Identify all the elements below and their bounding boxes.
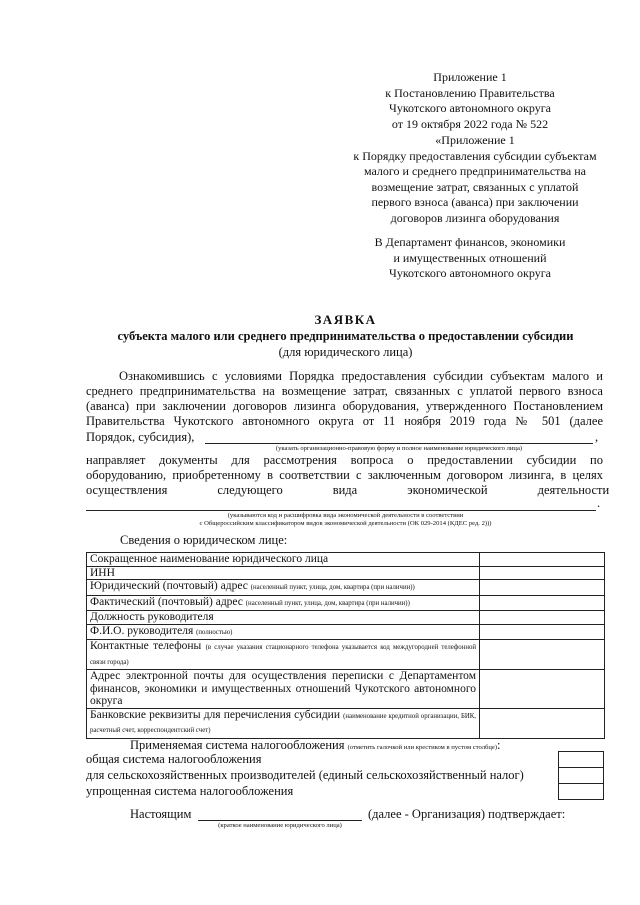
row-hint: (населенный пункт, улица, дом, квартира (при наличии)) [250, 584, 415, 591]
nested-appendix-line: малого и среднего предпринимательства на [363, 164, 587, 178]
document-subtitle-note: (для юридического лица) [278, 345, 413, 359]
table-value-cell[interactable] [480, 708, 605, 738]
row-hint: (наименование кредитной организации, БИК, расчетный счет, корреспондентский счет) [90, 712, 476, 734]
nested-appendix-line: к Порядку предоставления субсидии субъектам [353, 148, 597, 163]
confirm-start: Настоящим [130, 807, 192, 821]
activity-blank[interactable] [86, 510, 596, 511]
confirm-end: (далее - Организация) подтверждает: [368, 807, 566, 821]
intro-line: среднего предпринимательства на возмещение затрат, связанных с уплатой первого взноса [86, 384, 603, 398]
table-row [87, 553, 605, 567]
nested-appendix-line: «Приложение 1 [435, 133, 515, 147]
org-name-blank[interactable] [205, 443, 593, 444]
short-name-blank[interactable] [198, 820, 362, 821]
tax-general-checkbox[interactable] [558, 751, 604, 768]
info-heading: Сведения о юридическом лице: [120, 533, 288, 547]
addressee-line: и имущественных отношений [393, 250, 547, 265]
activity-hint-line2: с Общероссийским классификатором видов экономической деятельности (ОК 029-2014 (КДЕС ред. 2))) [199, 520, 492, 527]
table-label-cell [87, 595, 480, 611]
direction-line: оборудованию, приобретенному в соответствии с заключенным договором лизинга, в целях [86, 468, 603, 482]
short-name-hint: (краткое наименование юридического лица) [218, 822, 342, 829]
table-label-cell [87, 670, 480, 709]
intro-line: Правительства Чукотского автономного округа от 11 ноября 2019 года № 501 (далее [86, 414, 603, 428]
row-label: Контактные телефоны [90, 640, 202, 652]
document-subtitle: субъекта малого или среднего предпринимательства о предоставлении субсидии [117, 329, 574, 343]
table-label-cell [87, 580, 480, 596]
row-hint: (населенный пункт, улица, дом, квартира (при наличии)) [245, 599, 410, 607]
row-label: Фактический (почтовый) адрес [90, 595, 243, 608]
addressee-line: Чукотского автономного округа [389, 266, 551, 280]
appendix-header [320, 70, 620, 132]
row-label: Юридический (почтовый) адрес [90, 580, 248, 592]
table-value-cell[interactable] [480, 670, 605, 709]
intro-line: Ознакомившись с условиями Порядка предоставления субсидии субъектам малого и [119, 369, 603, 383]
table-value-cell[interactable] [480, 611, 605, 625]
table-label-cell [87, 640, 480, 670]
table-label-cell [87, 611, 480, 625]
table-row [87, 580, 605, 596]
table-value-cell[interactable] [480, 640, 605, 670]
tax-heading-colon: : [497, 738, 501, 752]
tax-option-simplified: упрощенная система налогообложения [86, 784, 294, 798]
info-table [86, 552, 605, 739]
nested-appendix-line: возмещение затрат, связанных с уплатой [371, 179, 579, 194]
tax-option-agricultural: для сельскохозяйственных производителей (единый сельскохозяйственный налог) [86, 768, 524, 782]
table-row [87, 566, 605, 580]
table-row [87, 670, 605, 709]
table-label-cell [87, 708, 480, 738]
appendix-line: Приложение 1 [433, 70, 507, 84]
addressee [320, 235, 620, 282]
appendix-line: от 19 октября 2022 года № 522 [391, 116, 549, 131]
table-value-cell[interactable] [480, 595, 605, 611]
table-value-cell[interactable] [480, 566, 605, 580]
tax-agricultural-checkbox[interactable] [558, 767, 604, 784]
appendix-line: к Постановлению Правительства [385, 85, 555, 100]
appendix-line: Чукотского автономного округа [389, 101, 551, 115]
table-label-cell [87, 566, 480, 580]
table-label-cell [87, 624, 480, 640]
tax-simplified-checkbox[interactable] [558, 783, 604, 800]
table-value-cell[interactable] [480, 553, 605, 567]
tax-option-general: общая система налогообложения [86, 752, 262, 766]
nested-appendix-line: первого взноса (аванса) при заключении [371, 195, 579, 209]
row-label: ИНН [90, 566, 115, 579]
direction-line: направляет документы для рассмотрения вопроса о предоставлении субсидии по [86, 453, 603, 467]
activity-end-dot: . [597, 496, 601, 510]
table-label-cell [87, 553, 480, 567]
intro-line: (аванса) при заключении договоров лизинга оборудования, утвержденного Постановлением [86, 399, 603, 413]
table-row [87, 624, 605, 640]
table-row [87, 611, 605, 625]
nested-appendix [330, 133, 620, 226]
document-title: ЗАЯВКА [314, 312, 377, 327]
org-name-hint: (указать организационно-правовую форму и полное наименование юридического лица) [275, 445, 523, 452]
row-label: Сокращенное наименование юридического лица [90, 553, 329, 565]
row-hint: (в случае указания стационарного телефона указывается код междугородней телефонной связи города) [90, 644, 476, 666]
direction-line: осуществления следующего вида экономической деятельности [86, 483, 610, 497]
row-label: Банковские реквизиты для перечисления субсидии [90, 708, 340, 721]
table-value-cell[interactable] [480, 624, 605, 640]
table-value-cell[interactable] [480, 580, 605, 596]
table-row [87, 640, 605, 670]
row-label: Адрес электронной почты для осуществления переписки с Департаментом финансов, экономики и имущественных отношений Чукотского автономного округа [90, 670, 476, 707]
tax-heading-label: Применяемая система налогообложения [130, 738, 345, 752]
row-label: Должность руководителя [90, 611, 214, 623]
table-row [87, 595, 605, 611]
row-label: Ф.И.О. руководителя [90, 624, 194, 637]
row-hint: (полностью) [196, 628, 233, 636]
nested-appendix-line: договоров лизинга оборудования [390, 210, 560, 225]
table-row [87, 708, 605, 738]
tax-heading-hint: (отметить галочкой или крестиком в пустом столбце) [347, 744, 498, 751]
addressee-line: В Департамент финансов, экономики [374, 235, 566, 249]
intro-line-start: Порядок, субсидия), [86, 430, 195, 444]
intro-line-end: , [595, 430, 599, 444]
activity-hint-line1: (указываются код и расшифровка вида экономической деятельности в соответствии [227, 512, 464, 519]
